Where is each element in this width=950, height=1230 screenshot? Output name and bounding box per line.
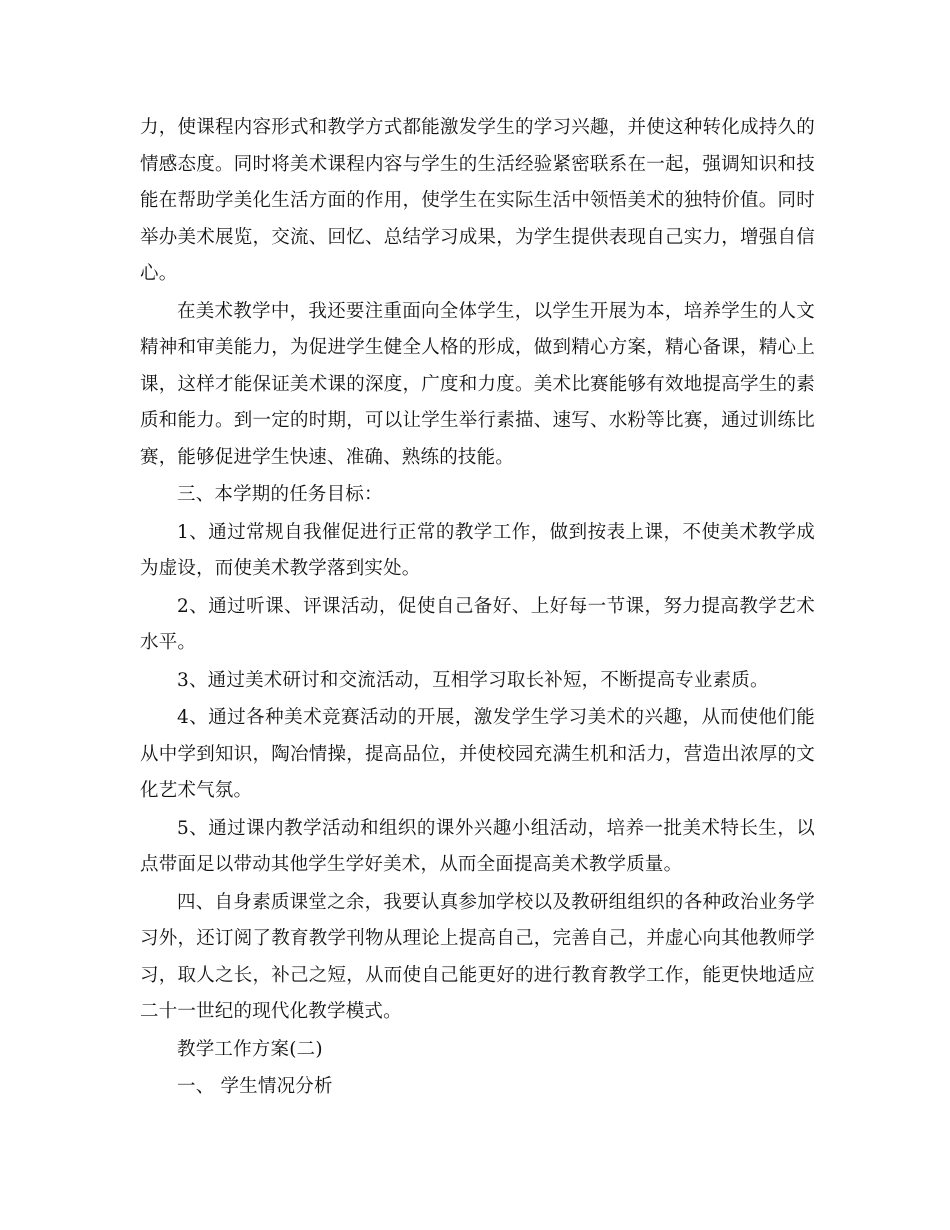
goal-item-1: 1、通过常规自我催促进行正常的教学工作，做到按表上课，不使美术教学成为虚设，而使美术教学落到实处。 (140, 521, 815, 579)
document-body (140, 110, 815, 1106)
goal-item-3: 3、通过美术研讨和交流活动，互相学习取长补短，不断提高专业素质。 (177, 669, 769, 691)
paragraph-continuation: 力，使课程内容形式和教学方式都能激发学生的学习兴趣，并使这种转化成持久的情感态度。同时将美术课程内容与学生的生活经验紧密联系在一起，强调知识和技能在帮助学美化生活方面的作用，使学生在实际生活中领悟美术的独特价值。同时举办美术展览，交流、回忆、总结学习成果，为学生提供表现自己实力，增强自信心。 (140, 117, 815, 284)
goal-item-2: 2、通过听课、评课活动，促使自己备好、上好每一节课，努力提高教学艺术水平。 (140, 595, 815, 653)
plan-title-two: 教学工作方案(二) (177, 1038, 323, 1060)
section-heading-student-analysis: 一、 学生情况分析 (177, 1076, 333, 1097)
section-heading-goals: 三、本学期的任务目标： (177, 484, 383, 505)
goal-item-4: 4、通过各种美术竞赛活动的开展，激发学生学习美术的兴趣，从而使他们能从中学到知识，陶冶情操，提高品位，并使校园充满生机和活力，营造出浓厚的文化艺术气氛。 (140, 707, 815, 801)
section-self-quality: 四、自身素质课堂之余，我要认真参加学校以及教研组组织的各种政治业务学习外，还订阅了教育教学刊物从理论上提高自己，完善自己，并虚心向其他教师学习，取人之长，补己之短，从而使自己能更好的进行教育教学工作，能更快地适应二十一世纪的现代化教学模式。 (140, 891, 815, 1022)
paragraph-teaching-focus: 在美术教学中，我还要注重面向全体学生，以学生开展为本，培养学生的人文精神和审美能力，为促进学生健全人格的形成，做到精心方案，精心备课，精心上课，这样才能保证美术课的深度，广度和力度。美术比赛能够有效地提高学生的素质和能力。到一定的时期，可以让学生举行素描、速写、水粉等比赛，通过训练比赛，能够促进学生快速、准确、熟练的技能。 (140, 300, 815, 468)
goal-item-5: 5、通过课内教学活动和组织的课外兴趣小组活动，培养一批美术特长生，以点带面足以带动其他学生学好美术，从而全面提高美术教学质量。 (140, 817, 815, 875)
